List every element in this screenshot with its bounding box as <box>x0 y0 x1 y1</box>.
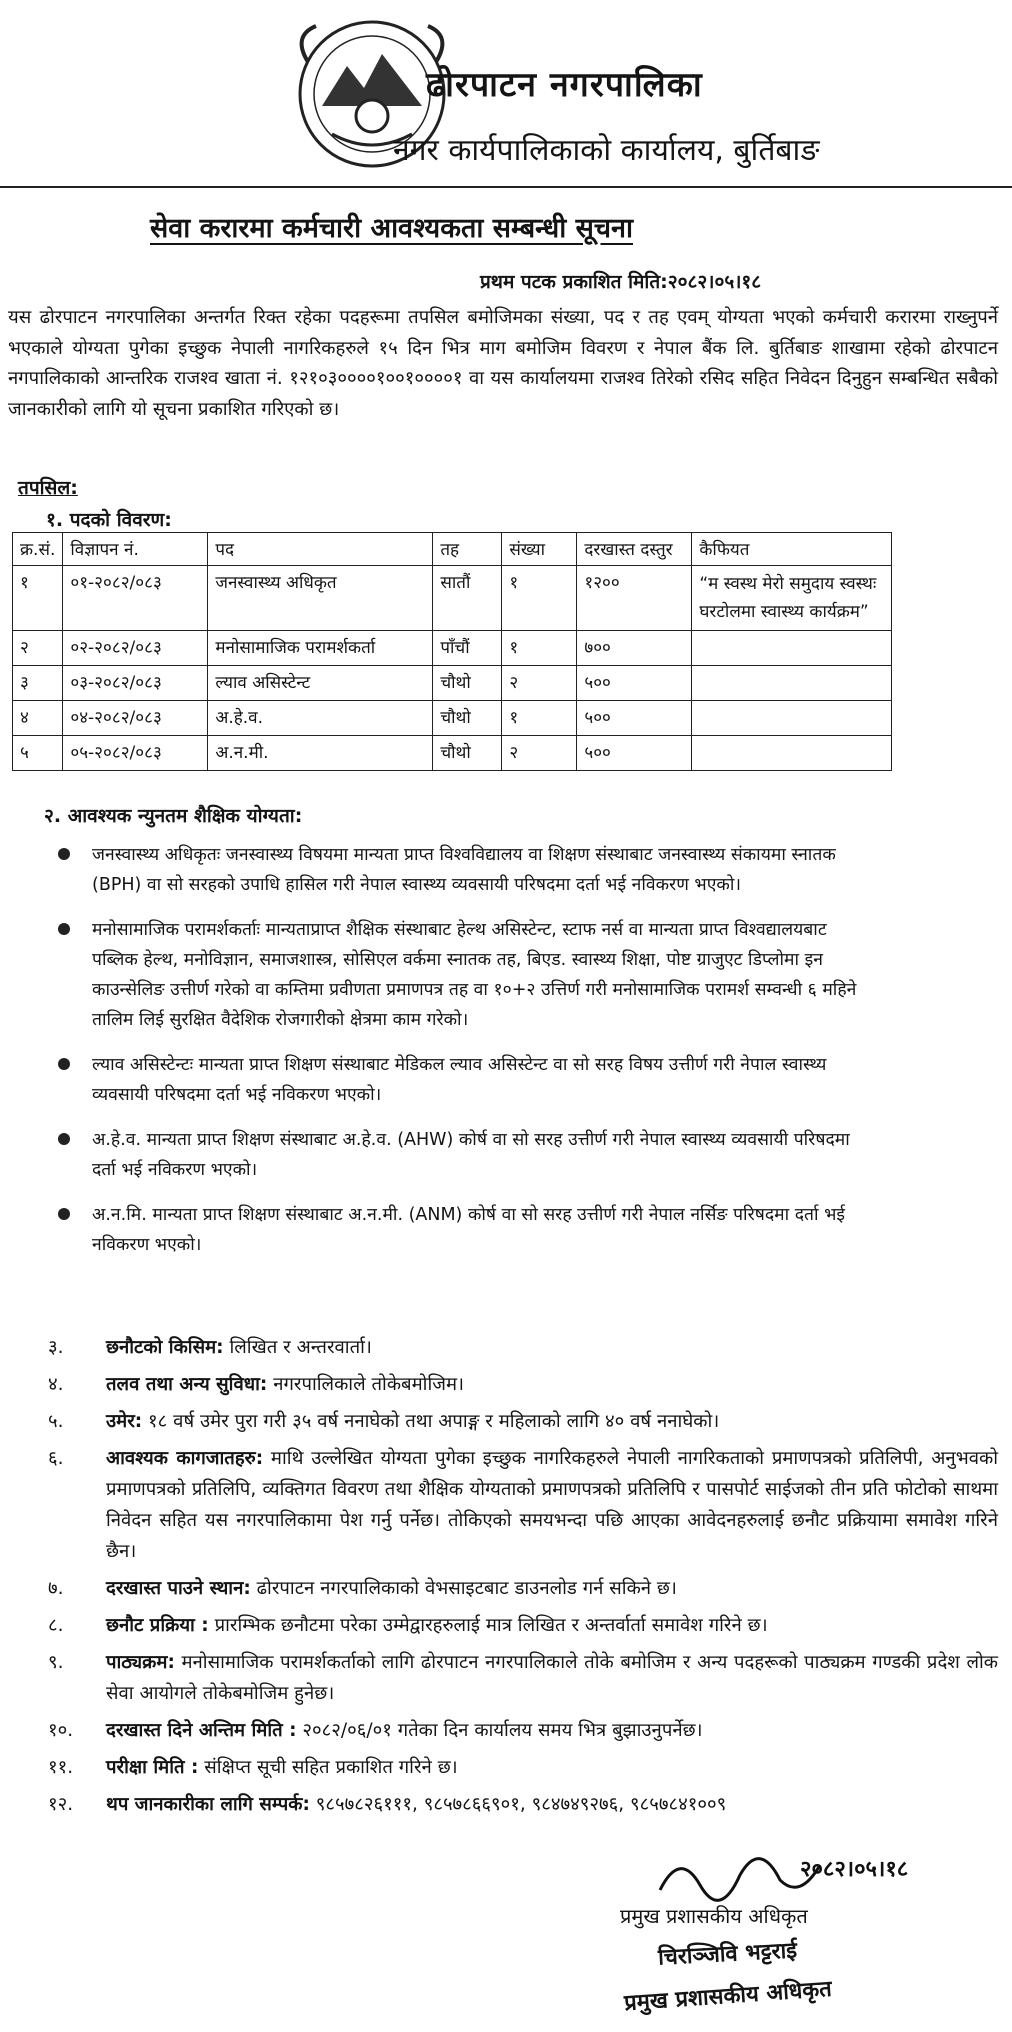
item-label: आवश्यक कागजातहरु: <box>106 1448 264 1469</box>
signatory-name: चिरञ्जिवि भट्टराई <box>657 1938 798 1971</box>
item-number: १०. <box>48 1720 74 1741</box>
list-item <box>48 1715 998 1746</box>
item-label: परीक्षा मिति : <box>106 1757 199 1778</box>
qualification-text: मनोसामाजिक परामर्शकर्ताः मान्यताप्राप्त शैक्षिक संस्थाबाट हेल्थ असिस्टेन्ट, स्टाफ नर्स वा मान्यता प्राप्त विश्वद्यालयबाट पब्लिक हेल्थ, मनोविज्ञान, समाजशास्त्र, सोसिएल वर्कमा स्नातक तह, बिएड. स्वास्थ्य शिक्षा, पोष्ट ग्राजुएट डिप्लोमा इन काउन्सेलिङ उत्तीर्ण गरेको वा कम्तिमा प्रवीणता प्रमाणपत्र तह वा १०+२ उत्तिर्ण गरी मनोसामाजिक परामर्श सम्वन्धी ६ महिने तालिम लिई सुरक्षित वैदेशिक रोजगारीको क्षेत्रमा काम गरेको। <box>92 920 857 1030</box>
list-item <box>48 1369 998 1400</box>
cell-post: जनस्वास्थ्य अधिकृत <box>208 566 433 631</box>
cell-post: मनोसामाजिक परामर्शकर्ता <box>208 631 433 666</box>
qualifications-heading: २. आवश्यक न्युनतम शैक्षिक योग्यता: <box>44 805 303 827</box>
cell-adv-no: ०३-२०८२/०८३ <box>63 666 208 701</box>
cell-count: १ <box>502 631 577 666</box>
cell-remarks <box>692 736 892 771</box>
table-row <box>13 701 892 736</box>
header-divider <box>0 186 1012 188</box>
cell-adv-no: ०४-२०८२/०८३ <box>63 701 208 736</box>
cell-count: २ <box>502 736 577 771</box>
col-header-sn: क्र.सं. <box>13 533 63 566</box>
cell-remarks <box>692 631 892 666</box>
item-label: छनौट प्रक्रिया : <box>106 1615 209 1636</box>
item-number: ३. <box>48 1337 64 1358</box>
list-item <box>48 1647 998 1709</box>
cell-post: ल्याव असिस्टेन्ट <box>208 666 433 701</box>
signatory-stamp-title: प्रमुख प्रशासकीय अधिकृत <box>623 1976 833 2017</box>
list-item <box>52 840 872 900</box>
signature-scribble <box>650 1830 950 1910</box>
col-header-adv-no: विज्ञापन नं. <box>63 533 208 566</box>
post-details-heading: १. पदको विवरण: <box>46 509 172 531</box>
published-date: प्रथम पटक प्रकाशित मिति:२०८२।०५।१८ <box>480 271 762 293</box>
list-item <box>48 1443 998 1567</box>
col-header-remarks: कैफियत <box>692 533 892 566</box>
item-text: १८ वर्ष उमेर पुरा गरी ३५ वर्ष ननाघेको तथा अपाङ्ग र महिलाको लागि ४० वर्ष ननाघेको। <box>142 1411 720 1432</box>
item-text: मनोसामाजिक परामर्शकर्ताको लागि ढोरपाटन नगरपालिकाले तोके बमोजिम र अन्य पदहरूको पाठ्यक्रम गण्डकी प्रदेश लोक सेवा आयोगले तोकेबमोजिम हुनेछ। <box>106 1652 998 1704</box>
table-row <box>13 631 892 666</box>
cell-remarks <box>692 666 892 701</box>
signature-date: २०८२।०५।१८ <box>800 1857 909 1882</box>
notice-title: सेवा करारमा कर्मचारी आवश्यकता सम्बन्धी सूचना <box>150 213 634 244</box>
bullet-icon <box>58 923 70 935</box>
cell-sn: २ <box>13 631 63 666</box>
cell-fee: ७०० <box>577 631 692 666</box>
list-item <box>48 1610 998 1641</box>
item-label: तलव तथा अन्य सुविधा: <box>106 1374 268 1395</box>
cell-sn: ४ <box>13 701 63 736</box>
municipality-name: ढोरपाटन नगरपालिका <box>426 65 703 105</box>
list-item <box>48 1573 998 1604</box>
item-label: उमेर: <box>106 1411 143 1432</box>
cell-fee: ५०० <box>577 666 692 701</box>
col-header-post: पद <box>208 533 433 566</box>
cell-level: सातौं <box>433 566 502 631</box>
office-name: नगर कार्यपालिकाको कार्यालय, बुर्तिबाङ <box>393 133 820 168</box>
list-item <box>48 1332 998 1363</box>
cell-adv-no: ०२-२०८२/०८३ <box>63 631 208 666</box>
table-row <box>13 736 892 771</box>
list-item <box>52 1200 872 1260</box>
item-number: ५. <box>48 1411 64 1432</box>
table-row <box>13 566 892 631</box>
list-item <box>52 1050 872 1110</box>
list-item <box>48 1406 998 1437</box>
table-row <box>13 666 892 701</box>
posts-table <box>12 532 892 771</box>
bullet-icon <box>58 848 70 860</box>
bullet-icon <box>58 1058 70 1070</box>
cell-sn: ३ <box>13 666 63 701</box>
item-number: ११. <box>48 1757 74 1778</box>
qualification-text: जनस्वास्थ्य अधिकृतः जनस्वास्थ्य विषयमा मान्यता प्राप्त विश्वविद्यालय वा शिक्षण संस्थाबाट जनस्वास्थ्य संकायमा स्नातक (BPH) वा सो सरहको उपाधि हासिल गरी नेपाल स्वास्थ्य व्यवसायी परिषदमा दर्ता भई नविकरण भएको। <box>92 845 836 895</box>
cell-count: १ <box>502 566 577 631</box>
item-text: ९८५७८२६१११, ९८५७८६६९०१, ९८४७४९२७६, ९८५७८४१००९ <box>309 1794 727 1815</box>
item-label: पाठ्यक्रम: <box>106 1652 175 1673</box>
numbered-items <box>48 1332 998 1826</box>
qualification-text: ल्याव असिस्टेन्टः मान्यता प्राप्त शिक्षण संस्थाबाट मेडिकल ल्याव असिस्टेन्ट वा सो सरह विषय उत्तीर्ण गरी नेपाल स्वास्थ्य व्यवसायी परिषदमा दर्ता भई नविकरण भएको। <box>92 1055 827 1105</box>
cell-level: पाँचौं <box>433 631 502 666</box>
cell-fee: १२०० <box>577 566 692 631</box>
cell-remarks: “म स्वस्थ मेरो समुदाय स्वस्थः घरटोलमा स्वास्थ्य कार्यक्रम” <box>692 566 892 631</box>
cell-fee: ५०० <box>577 701 692 736</box>
cell-fee: ५०० <box>577 736 692 771</box>
table-header-row <box>13 533 892 566</box>
col-header-fee: दरखास्त दस्तुर <box>577 533 692 566</box>
intro-paragraph: यस ढोरपाटन नगरपालिका अन्तर्गत रिक्त रहेका पदहरूमा तपसिल बमोजिमका संख्या, पद र तह एवम् योग्यता भएको कर्मचारी करारमा राख्नुपर्ने भएकाले योग्यता पुगेका इच्छुक नेपाली नागरिकहरुले १५ दिन भित्र माग बमोजिम विवरण र नेपाल बैंक लि. बुर्तिबाङ शाखामा रहेको ढोरपाटन नगपालिकाको आन्तरिक राजश्व खाता नं. १२१०३००००१००१००००१ वा यस कार्यालयमा राजश्व तिरेको रसिद सहित निवेदन दिनुहुन सम्बन्धित सबैको जानकारीको लागि यो सूचना प्रकाशित गरिएको छ। <box>8 307 998 420</box>
item-text: ढोरपाटन नगरपालिकाको वेभसाइटबाट डाउनलोड गर्न सकिने छ। <box>250 1578 677 1599</box>
cell-count: २ <box>502 666 577 701</box>
item-number: ७. <box>48 1578 64 1599</box>
qualifications-list <box>52 840 872 1275</box>
item-number: ८. <box>48 1615 64 1636</box>
qualification-text: अ.हे.व. मान्यता प्राप्त शिक्षण संस्थाबाट अ.हे.व. (AHW) कोर्ष वा सो सरह उत्तीर्ण गरी नेपाल स्वास्थ्य व्यवसायी परिषदमा दर्ता भई नविकरण भएको। <box>92 1130 850 1180</box>
bullet-icon <box>58 1133 70 1145</box>
tapsil-heading: तपसिल: <box>18 477 78 499</box>
cell-post: अ.हे.व. <box>208 701 433 736</box>
cell-adv-no: ०५-२०८२/०८३ <box>63 736 208 771</box>
cell-level: चौथो <box>433 701 502 736</box>
bullet-icon <box>58 1208 70 1220</box>
list-item <box>52 1125 872 1185</box>
item-label: दरखास्त पाउने स्थान: <box>106 1578 251 1599</box>
item-number: ४. <box>48 1374 64 1395</box>
list-item <box>48 1789 998 1820</box>
item-number: १२. <box>48 1794 74 1815</box>
cell-post: अ.न.मी. <box>208 736 433 771</box>
item-label: दरखास्त दिने अन्तिम मिति : <box>106 1720 297 1741</box>
cell-level: चौथो <box>433 666 502 701</box>
list-item <box>48 1752 998 1783</box>
item-text: नगरपालिकाले तोकेबमोजिम। <box>267 1374 465 1395</box>
item-label: थप जानकारीका लागि सम्पर्क: <box>106 1794 310 1815</box>
cell-count: १ <box>502 701 577 736</box>
cell-remarks <box>692 701 892 736</box>
item-label: छनौटको किसिम: <box>106 1337 224 1358</box>
item-number: ९. <box>48 1652 64 1673</box>
cell-sn: १ <box>13 566 63 631</box>
item-text: प्रारम्भिक छनौटमा परेका उम्मेद्वारहरुलाई मात्र लिखित र अन्तर्वार्ता समावेश गरिने छ। <box>208 1615 768 1636</box>
qualification-text: अ.न.मि. मान्यता प्राप्त शिक्षण संस्थाबाट अ.न.मी. (ANM) कोर्ष वा सो सरह उत्तीर्ण गरी नेपाल नर्सिङ परिषदमा दर्ता भई नविकरण भएको। <box>92 1205 845 1255</box>
list-item <box>52 915 872 1035</box>
signature-title: प्रमुख प्रशासकीय अधिकृत <box>620 1904 808 1928</box>
item-text: २०८२/०६/०१ गतेका दिन कार्यालय समय भित्र बुझाउनुपर्नेछ। <box>296 1720 703 1741</box>
cell-sn: ५ <box>13 736 63 771</box>
item-number: ६. <box>48 1448 64 1469</box>
cell-adv-no: ०१-२०८२/०८३ <box>63 566 208 631</box>
item-text: लिखित र अन्तरवार्ता। <box>223 1337 372 1358</box>
col-header-count: संख्या <box>502 533 577 566</box>
item-text: संक्षिप्त सूची सहित प्रकाशित गरिने छ। <box>198 1757 458 1778</box>
item-text: माथि उल्लेखित योग्यता पुगेका इच्छुक नागरिकहरुले नेपाली नागरिकताको प्रमाणपत्रको प्रतिलिपी, अनुभवको प्रमाणपत्रको प्रतिलिपि, व्यक्तिगत विवरण तथा शैक्षिक योग्यताको प्रमाणपत्रको प्रतिलिपि र पासपोर्ट साईजको तीन प्रति फोटोको साथमा निवेदन सहित यस नगरपालिकामा पेश गर्नु पर्नेछ। तोकिएको समयभन्दा पछि आएका आवेदनहरुलाई छनौट प्रक्रियामा समावेश गरिने छैन। <box>106 1448 998 1562</box>
cell-level: चौथो <box>433 736 502 771</box>
col-header-level: तह <box>433 533 502 566</box>
